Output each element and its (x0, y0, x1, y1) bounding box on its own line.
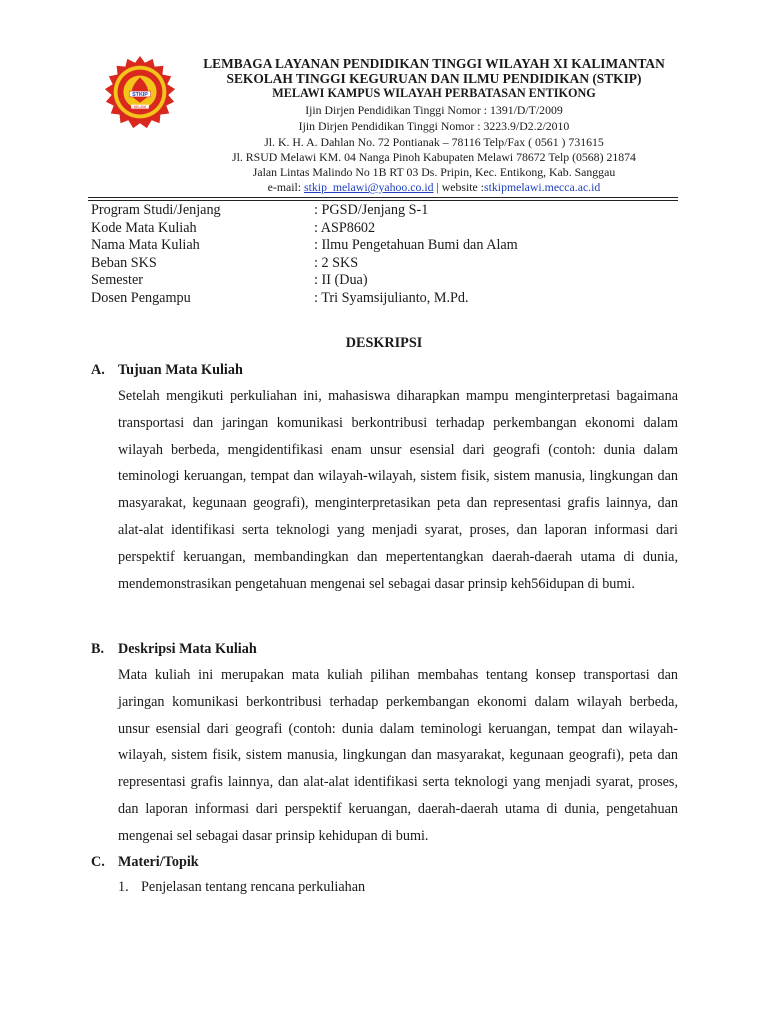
email-link[interactable]: stkip_melawi@yahoo.co.id (304, 180, 434, 194)
address-line-1: Jl. K. H. A. Dahlan No. 72 Pontianak – 78116 Telp/Fax ( 0561 ) 731615 (264, 135, 604, 149)
institution-line-1: LEMBAGA LAYANAN PENDIDIKAN TINGGI WILAYAH XI KALIMANTAN (203, 56, 665, 71)
info-value: : II (Dua) (314, 272, 368, 289)
info-label: Program Studi/Jenjang (91, 202, 221, 218)
info-label: Kode Mata Kuliah (91, 219, 197, 236)
section-title: Materi/Topik (118, 854, 199, 870)
info-label: Nama Mata Kuliah (91, 237, 200, 254)
section-a-text: Setelah mengikuti perkuliahan ini, mahasiswa diharapkan mampu menginterpretasi bagaimana transportasi dan jaringan komunikasi berkontribusi terhadap perkembangan ekonomi dalam wilayah berbeda, mengidentifikasi enam unsur esensial dari geografi (contoh: dunia dalam teminologi keruangan, tempat dan wilayah-wilayah, sistem fisik, sistem manusia, lingkungan dan masyarakat, kegunaan geografi), menginterpretasikan peta dan representasi grafis lainnya, dan alat-alat identifikasi serta teknologi yang menjadi syarat, proses, dan laporan informasi dari perspektif keruangan, membandingkan dan mepertentangkan daerah-daerah utama di dunia, mendemonstrasikan pengetahuan mengenai sel sebagai dasar prinsip keh56idupan di bumi. (118, 388, 678, 592)
info-row-semester (91, 272, 691, 290)
info-value: : 2 SKS (314, 254, 359, 271)
website-link[interactable]: stkipmelawi.mecca.ac.id (484, 180, 601, 194)
section-c-heading (91, 854, 199, 871)
list-item-number: 1. (118, 879, 129, 895)
stkip-logo (101, 54, 179, 132)
list-item-text: Penjelasan tentang rencana perkuliahan (141, 879, 366, 895)
section-a-heading (91, 362, 243, 379)
website-separator: | website : (433, 180, 485, 194)
document-title: DESKRIPSI (345, 335, 423, 351)
info-value: : Ilmu Pengetahuan Bumi dan Alam (314, 237, 518, 254)
section-b-text: Mata kuliah ini merupakan mata kuliah pilihan membahas tentang konsep transportasi dan jaringan komunikasi berkontribusi terhadap perkembangan ekonomi dalam wilayah berbeda, unsur esensial dari geografi (contoh: dunia dalam teminologi keruangan, tempat dan wilayah-wilayah, sistem fisik, sistem manusia, lingkungan dan masyarakat, kegunaan geografi), peta dan representasi grafis lainnya, dan alat-alat identifikasi serta teknologi yang menjadi syarat, proses, dan laporan informasi dari perspektif keruangan, daerah-daerah utama di dunia, pengetahuan mengenai sel sebagai dasar prinsip kehidupan di bumi. (118, 667, 678, 844)
letterhead-divider-thin (88, 200, 678, 201)
logo-subtext: MELAWI (133, 105, 147, 110)
address-line-3: Jalan Lintas Malindo No 1B RT 03 Ds. Pripin, Kec. Entikong, Kab. Sanggau (252, 165, 616, 179)
info-label: Dosen Pengampu (91, 289, 191, 306)
list-item (118, 879, 365, 896)
letterhead-divider (88, 197, 678, 198)
topic-list (118, 879, 365, 896)
info-row-program (91, 202, 691, 220)
info-label: Semester (91, 272, 144, 289)
info-row-name (91, 237, 691, 255)
info-value: : PGSD/Jenjang S-1 (314, 202, 429, 218)
section-title: Deskripsi Mata Kuliah (118, 641, 257, 657)
section-b-heading (91, 641, 257, 658)
info-row-credits (91, 255, 691, 273)
campus-line: MELAWI KAMPUS WILAYAH PERBATASAN ENTIKONG (272, 86, 596, 100)
info-value: : ASP8602 (314, 219, 376, 236)
address-line-2: Jl. RSUD Melawi KM. 04 Nanga Pinoh Kabupaten Melawi 78672 Telp (0568) 21874 (232, 150, 636, 164)
logo-text: STKIP (132, 91, 148, 98)
section-title: Tujuan Mata Kuliah (118, 362, 243, 378)
info-label: Beban SKS (91, 254, 157, 271)
permit-line-1: Ijin Dirjen Pendidikan Tinggi Nomor : 1391/D/T/2009 (305, 103, 563, 117)
permit-line-2: Ijin Dirjen Pendidikan Tinggi Nomor : 3223.9/D2.2/2010 (298, 119, 570, 133)
institution-line-2: SEKOLAH TINGGI KEGURUAN DAN ILMU PENDIDIKAN (STKIP) (226, 71, 642, 86)
section-letter: A. (91, 362, 105, 378)
info-row-code (91, 220, 691, 238)
section-letter: B. (91, 641, 105, 657)
info-row-lecturer (91, 290, 691, 308)
course-info (91, 202, 691, 308)
section-letter: C. (91, 854, 105, 870)
email-label: e-mail: (267, 180, 305, 194)
info-value: : Tri Syamsijulianto, M.Pd. (314, 289, 469, 306)
contact-line (182, 180, 686, 195)
